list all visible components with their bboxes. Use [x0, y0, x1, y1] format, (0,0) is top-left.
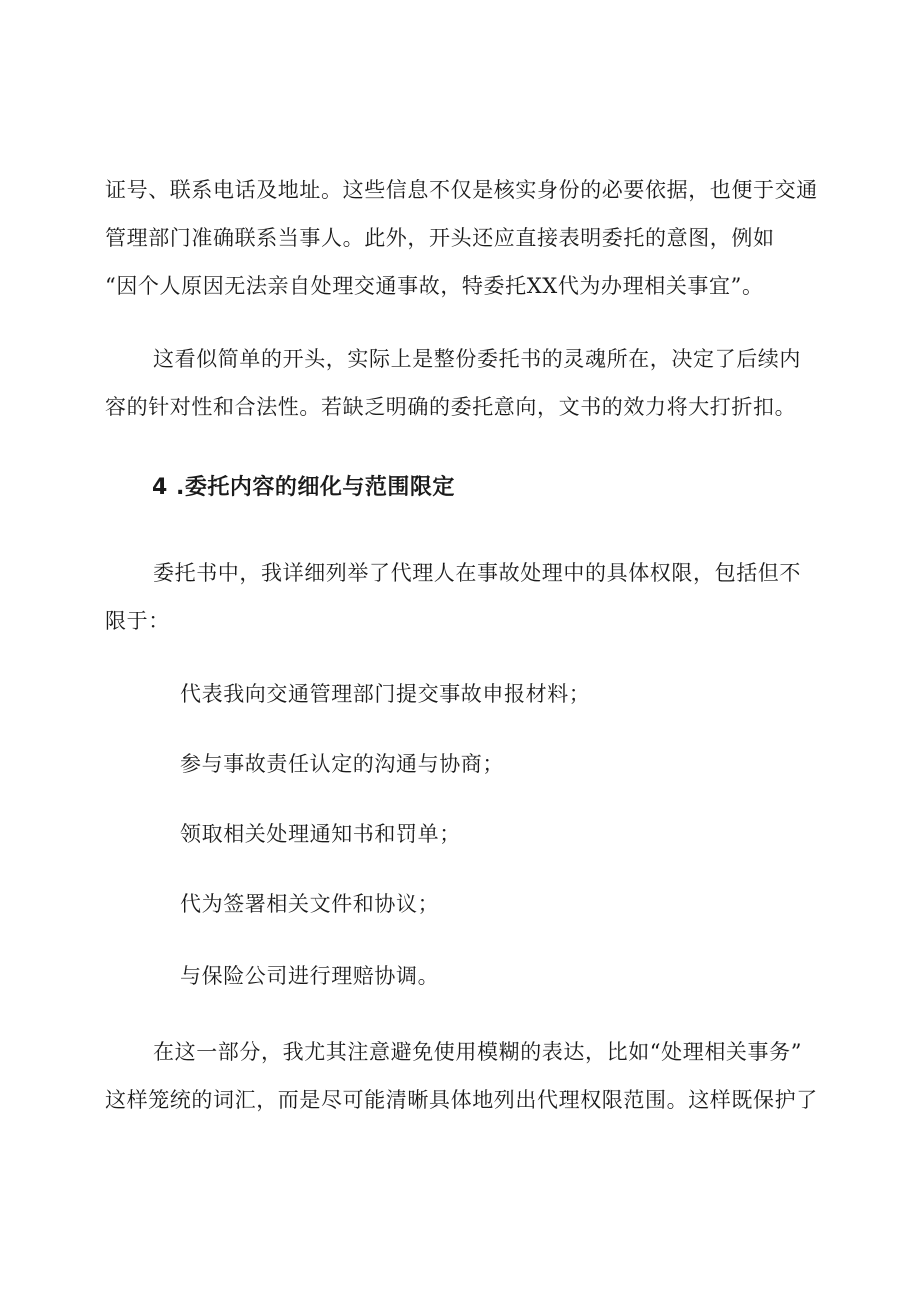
paragraph-line: 证号、联系电话及地址。这些信息不仅是核实身份的必要依据，也便于交通: [105, 178, 818, 202]
list-item: 领取相关处理通知书和罚单；: [180, 822, 461, 846]
paragraph-line: 在这一部分，我尤其注意避免使用模糊的表达，比如“处理相关事务”: [153, 1040, 803, 1064]
paragraph-line: 这样笼统的词汇，而是尽可能清晰具体地列出代理权限范围。这样既保护了: [105, 1088, 818, 1112]
paragraph-line: 容的针对性和合法性。若缺乏明确的委托意向，文书的效力将大打折扣。: [105, 395, 797, 419]
list-item: 代为签署相关文件和协议；: [180, 892, 440, 916]
section-heading: 4 .委托内容的细化与范围限定: [152, 475, 455, 500]
paragraph-line: 管理部门准确联系当事人。此外，开头还应直接表明委托的意图，例如: [105, 226, 775, 250]
list-item: 参与事故责任认定的沟通与协商；: [180, 752, 504, 776]
list-item: 代表我向交通管理部门提交事故申报材料；: [180, 682, 591, 706]
paragraph-identity-info: [105, 166, 820, 310]
paragraph-line: 委托书中，我详细列举了代理人在事故处理中的具体权限，包括但不: [153, 561, 801, 585]
paragraph-line: 限于：: [105, 609, 170, 633]
paragraph-line: 这看似简单的开头，实际上是整份委托书的灵魂所在，决定了后续内: [153, 347, 801, 371]
paragraph-opening-importance: [105, 335, 820, 431]
paragraph-authority-intro: [105, 549, 820, 645]
paragraph-clarity-note: [105, 1028, 820, 1124]
paragraph-line: “因个人原因无法亲自处理交通事故，特委托XX代为办理相关事宜”。: [105, 274, 764, 298]
list-item: 与保险公司进行理赔协调。: [180, 964, 440, 988]
